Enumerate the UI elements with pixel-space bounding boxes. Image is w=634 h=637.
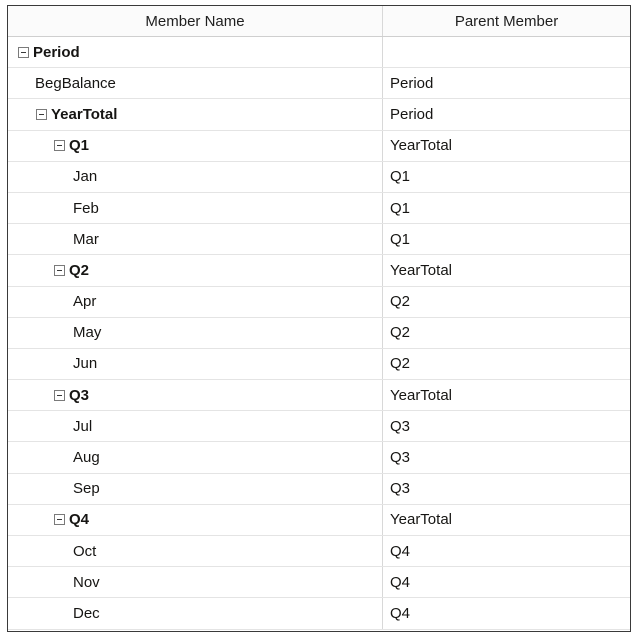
table-row[interactable] <box>8 68 630 99</box>
parent-member-label: YearTotal <box>390 261 452 279</box>
member-name-label: YearTotal <box>51 105 118 123</box>
collapse-icon[interactable] <box>54 514 65 525</box>
collapse-icon[interactable] <box>54 140 65 151</box>
member-name-cell[interactable] <box>8 68 383 98</box>
member-name-label: Jun <box>73 355 98 373</box>
parent-member-cell[interactable] <box>383 380 630 410</box>
member-name-cell[interactable] <box>8 162 383 192</box>
grid-header <box>8 6 630 37</box>
parent-member-cell[interactable] <box>383 162 630 192</box>
table-row[interactable] <box>8 349 630 380</box>
parent-member-label: YearTotal <box>390 137 452 155</box>
member-name-cell[interactable] <box>8 598 383 628</box>
parent-member-cell[interactable] <box>383 255 630 285</box>
parent-member-label: Q1 <box>390 230 411 248</box>
member-name-cell[interactable] <box>8 505 383 535</box>
member-name-cell[interactable] <box>8 193 383 223</box>
member-name-label: BegBalance <box>35 74 116 92</box>
parent-member-cell[interactable] <box>383 68 630 98</box>
member-name-cell[interactable] <box>8 442 383 472</box>
parent-member-cell[interactable] <box>383 349 630 379</box>
table-row[interactable] <box>8 162 630 193</box>
table-row[interactable] <box>8 255 630 286</box>
member-name-cell[interactable] <box>8 255 383 285</box>
parent-member-cell[interactable] <box>383 224 630 254</box>
collapse-icon[interactable] <box>54 390 65 401</box>
parent-member-label: Q3 <box>390 449 411 467</box>
parent-member-label: Q2 <box>390 355 411 373</box>
parent-member-cell[interactable] <box>383 598 630 628</box>
member-name-cell[interactable] <box>8 411 383 441</box>
table-row[interactable] <box>8 380 630 411</box>
member-name-label: Q2 <box>69 261 90 279</box>
collapse-icon[interactable] <box>18 47 29 58</box>
member-name-label: Dec <box>73 604 100 622</box>
parent-member-label: Q2 <box>390 324 411 342</box>
parent-member-cell[interactable] <box>383 318 630 348</box>
parent-member-cell[interactable] <box>383 287 630 317</box>
member-name-cell[interactable] <box>8 474 383 504</box>
table-row[interactable] <box>8 567 630 598</box>
member-name-label: Jan <box>73 168 98 186</box>
table-row[interactable] <box>8 131 630 162</box>
column-header-member-name[interactable]: Member Name <box>8 6 383 36</box>
parent-member-cell[interactable] <box>383 131 630 161</box>
parent-member-cell[interactable] <box>383 193 630 223</box>
parent-member-label: Q1 <box>390 168 411 186</box>
member-name-label: Oct <box>73 542 97 560</box>
column-header-parent-member[interactable]: Parent Member <box>454 12 559 30</box>
collapse-icon[interactable] <box>54 265 65 276</box>
member-name-label: Apr <box>73 293 97 311</box>
parent-member-cell[interactable] <box>383 411 630 441</box>
table-row[interactable] <box>8 193 630 224</box>
parent-member-cell[interactable] <box>383 37 630 67</box>
parent-member-label: Q4 <box>390 573 411 591</box>
parent-member-cell[interactable] <box>383 474 630 504</box>
table-row[interactable] <box>8 474 630 505</box>
table-row[interactable] <box>8 37 630 68</box>
member-grid <box>7 5 631 632</box>
member-name-cell[interactable] <box>8 349 383 379</box>
parent-member-cell[interactable] <box>383 505 630 535</box>
member-name-label: Nov <box>73 573 100 591</box>
member-name-label: Sep <box>73 480 100 498</box>
parent-member-cell[interactable] <box>383 536 630 566</box>
member-name-label: Q3 <box>69 386 90 404</box>
member-name-label: Q1 <box>69 137 90 155</box>
member-name-label: Feb <box>73 199 99 217</box>
parent-member-label: Q3 <box>390 480 411 498</box>
parent-member-label: Period <box>390 74 434 92</box>
member-name-cell[interactable] <box>8 287 383 317</box>
member-name-label: Mar <box>73 230 99 248</box>
member-name-cell[interactable] <box>8 99 383 129</box>
table-row[interactable] <box>8 224 630 255</box>
parent-member-cell[interactable] <box>383 442 630 472</box>
table-row[interactable] <box>8 505 630 536</box>
parent-member-cell[interactable] <box>383 99 630 129</box>
parent-member-label: Q4 <box>390 604 411 622</box>
table-row[interactable] <box>8 442 630 473</box>
table-row[interactable] <box>8 598 630 629</box>
table-row[interactable] <box>8 287 630 318</box>
parent-member-label: YearTotal <box>390 386 452 404</box>
member-name-label: Period <box>33 43 80 61</box>
parent-member-label: Q3 <box>390 417 411 435</box>
parent-member-label: YearTotal <box>390 511 452 529</box>
grid-body <box>8 37 630 630</box>
member-name-label: Jul <box>73 417 93 435</box>
table-row[interactable] <box>8 318 630 349</box>
table-row[interactable] <box>8 411 630 442</box>
member-name-cell[interactable] <box>8 318 383 348</box>
member-name-cell[interactable] <box>8 131 383 161</box>
member-name-cell[interactable] <box>8 224 383 254</box>
member-name-label: Q4 <box>69 511 90 529</box>
member-name-label: Aug <box>73 449 100 467</box>
parent-member-label: Period <box>390 105 434 123</box>
member-name-cell[interactable] <box>8 380 383 410</box>
parent-member-label: Q1 <box>390 199 411 217</box>
collapse-icon[interactable] <box>36 109 47 120</box>
member-name-cell[interactable] <box>8 536 383 566</box>
member-name-cell[interactable] <box>8 567 383 597</box>
table-row[interactable] <box>8 536 630 567</box>
parent-member-label: Q4 <box>390 542 411 560</box>
table-row[interactable] <box>8 99 630 130</box>
member-name-cell[interactable] <box>8 37 383 67</box>
parent-member-label: Q2 <box>390 293 411 311</box>
member-name-label: May <box>73 324 102 342</box>
parent-member-cell[interactable] <box>383 567 630 597</box>
